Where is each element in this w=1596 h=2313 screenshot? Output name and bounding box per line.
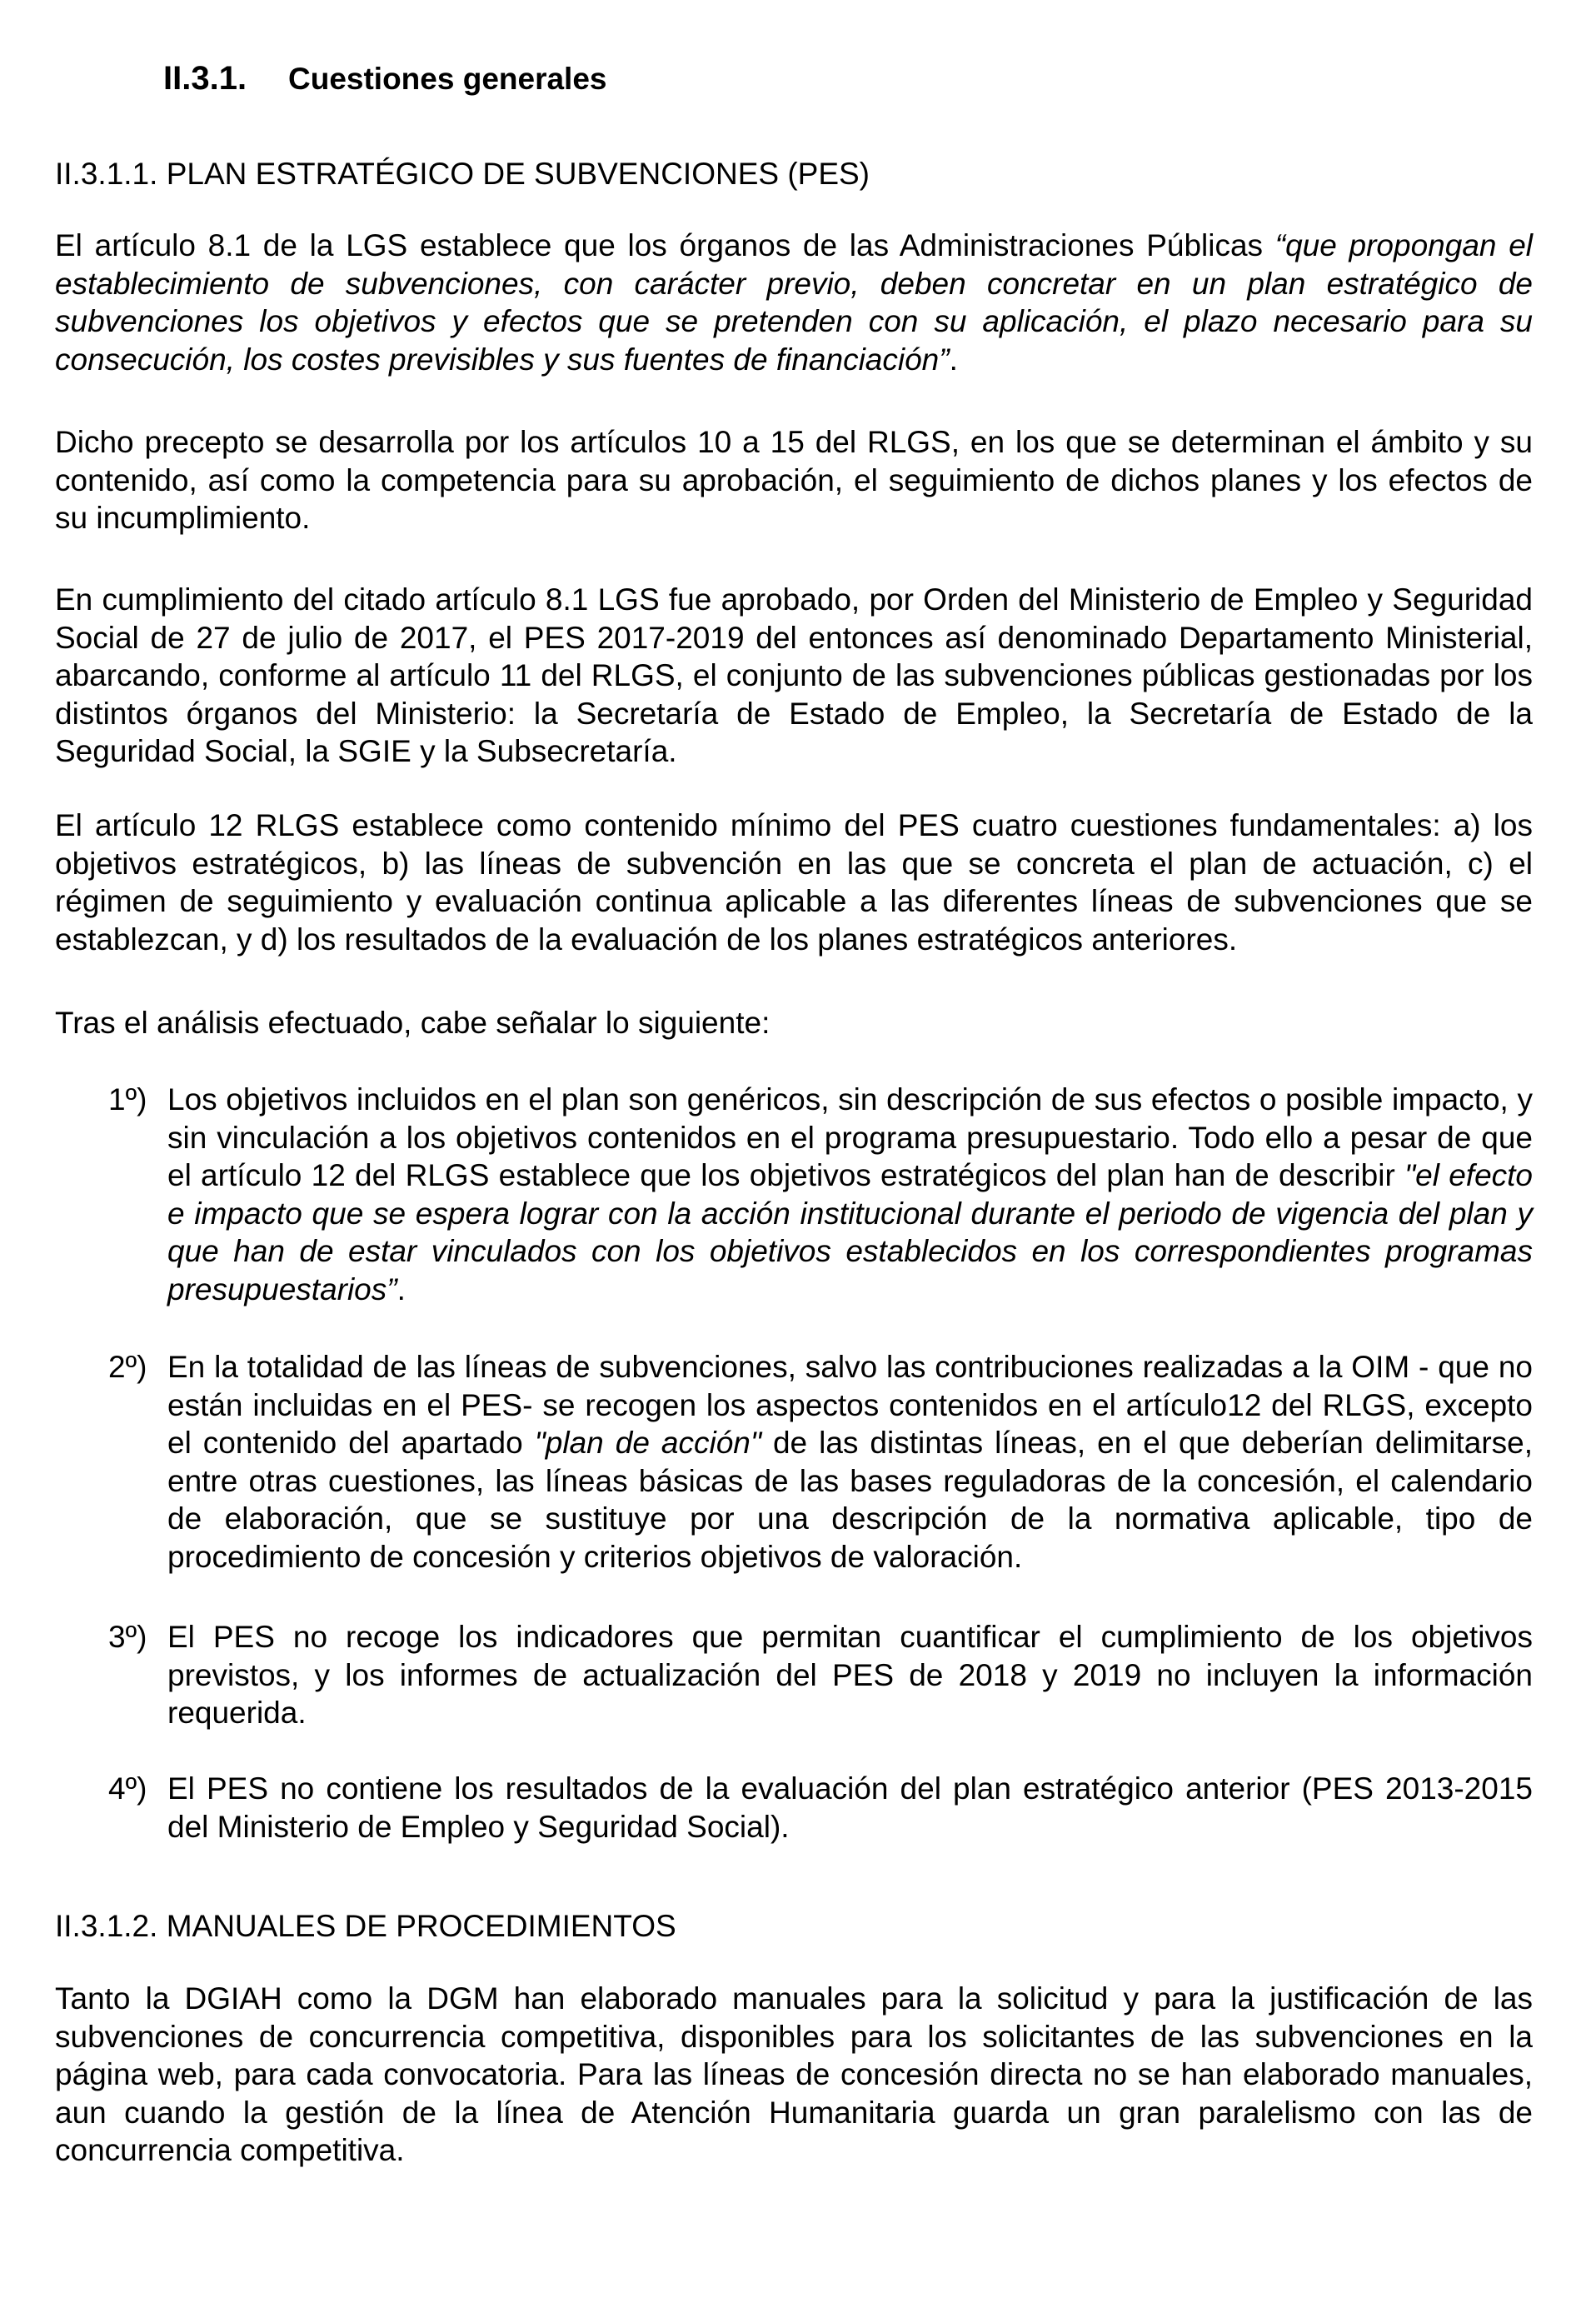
list-item-text: Los objetivos incluidos en el plan son genéricos, sin descripción de sus efectos o posible impacto, y sin vinculación a los objetivos contenidos en el programa presupuestario. Todo ello a pesar de que el artículo 12 del RLGS establece que los objetivos estratégicos del plan han de describir (167, 1082, 1533, 1193)
paragraph-lgs-text: El artículo 8.1 de la LGS establece que los órganos de las Administraciones Públicas (55, 228, 1275, 262)
list-item-end: de las distintas líneas, en el que deberían delimitarse, entre otras cuestiones, las líneas básicas de las bases reguladoras de la concesión, el calendario de elaboración, que se sustituye por una descripción de la normativa aplicable, tipo de procedimiento de concesión y criterios objetivos de valoración. (167, 1426, 1534, 1574)
list-item-body (167, 1081, 1533, 1309)
list-item-text: El PES no recoge los indicadores que permitan cuantificar el cumplimiento de los objetivos previstos, y los informes de actualización del PES de 2018 y 2019 no incluyen la información requerida. (167, 1620, 1533, 1731)
list-marker: 2º) (108, 1350, 147, 1384)
paragraph-lgs-article (55, 227, 1533, 378)
list-item-body (167, 1618, 1533, 1732)
paragraph-manuales: Tanto la DGIAH como la DGM han elaborado manuales para la solicitud y para la justificación de las subvenciones de concurrencia competitiva, disponibles para los solicitantes de las subvenciones en la página web, para cada convocatoria. Para las líneas de concesión directa no se han elaborado manuales, aun cuando la gestión de la línea de Atención Humanitaria guarda un gran paralelismo con las de concurrencia competitiva. (55, 1981, 1533, 2168)
list-item-2 (108, 1348, 1533, 1576)
section-title: Cuestiones generales (288, 62, 607, 96)
list-item-1 (108, 1081, 1533, 1309)
paragraph-analysis-intro: Tras el análisis efectuado, cabe señalar lo siguiente: (55, 1006, 771, 1040)
section-number: II.3.1. (163, 60, 247, 97)
list-item-end: . (397, 1271, 406, 1306)
list-item-4 (108, 1770, 1533, 1846)
list-marker: 1º) (108, 1082, 147, 1117)
list-item-3 (108, 1618, 1533, 1732)
section-heading (163, 60, 606, 97)
list-marker: 4º) (108, 1771, 147, 1806)
list-marker: 3º) (108, 1620, 147, 1654)
manuales-heading: II.3.1.2. MANUALES DE PROCEDIMIENTOS (55, 1909, 676, 1943)
list-item-text: En la totalidad de las líneas de subvenciones, salvo las contribuciones realizadas a la OIM - que no están incluidas en el PES- se recogen los aspectos contenidos en el artículo12 del RLGS, excepto el contenido del apartado (167, 1350, 1533, 1461)
paragraph-pes-content: El artículo 12 RLGS establece como contenido mínimo del PES cuatro cuestiones fundamentales: a) los objetivos estratégicos, b) las líneas de subvención en las que se concreta el plan de actuación, c) el régimen de seguimiento y evaluación continua aplicable a las diferentes líneas de subvenciones que se establezcan, y d) los resultados de la evaluación de los planes estratégicos anteriores. (55, 808, 1533, 957)
paragraph-pes-approval: En cumplimiento del citado artículo 8.1 LGS fue aprobado, por Orden del Ministerio de Empleo y Seguridad Social de 27 de julio de 2017, el PES 2017-2019 del entonces así denominado Departamento Ministerial, abarcando, conforme al artículo 11 del RLGS, el conjunto de las subvenciones públicas gestionadas por los distintos órganos del Ministerio: la Secretaría de Estado de Empleo, la Secretaría de Estado de la Seguridad Social, la SGIE y la Subsecretaría. (55, 582, 1533, 769)
paragraph-lgs-quote: “que propongan el establecimiento de subvenciones, con carácter previo, deben concretar en un plan estratégico de subvenciones los objetivos y efectos que se pretenden con su aplicación, el plazo necesario para su consecución, los costes previsibles y sus fuentes de financiación” (55, 228, 1533, 377)
paragraph-lgs-end: . (949, 342, 958, 377)
list-item-body (167, 1770, 1533, 1846)
list-item-quote: "el efecto e impacto que se espera lograr con la acción institucional durante el periodo de vigencia del plan y que han de estar vinculados con los objetivos establecidos en los correspondientes programas presupuestarios” (167, 1158, 1533, 1306)
pes-heading: II.3.1.1. PLAN ESTRATÉGICO DE SUBVENCIONES (PES) (55, 157, 870, 191)
list-item-body (167, 1348, 1533, 1576)
paragraph-rlgs-development: Dicho precepto se desarrolla por los artículos 10 a 15 del RLGS, en los que se determinan el ámbito y su contenido, así como la competencia para su aprobación, el seguimiento de dichos planes y los efectos de su incumplimiento. (55, 425, 1533, 536)
list-item-quote: "plan de acción" (534, 1426, 761, 1461)
list-item-text: El PES no contiene los resultados de la evaluación del plan estratégico anterior (PES 2013-2015 del Ministerio de Empleo y Seguridad Social). (167, 1771, 1533, 1844)
